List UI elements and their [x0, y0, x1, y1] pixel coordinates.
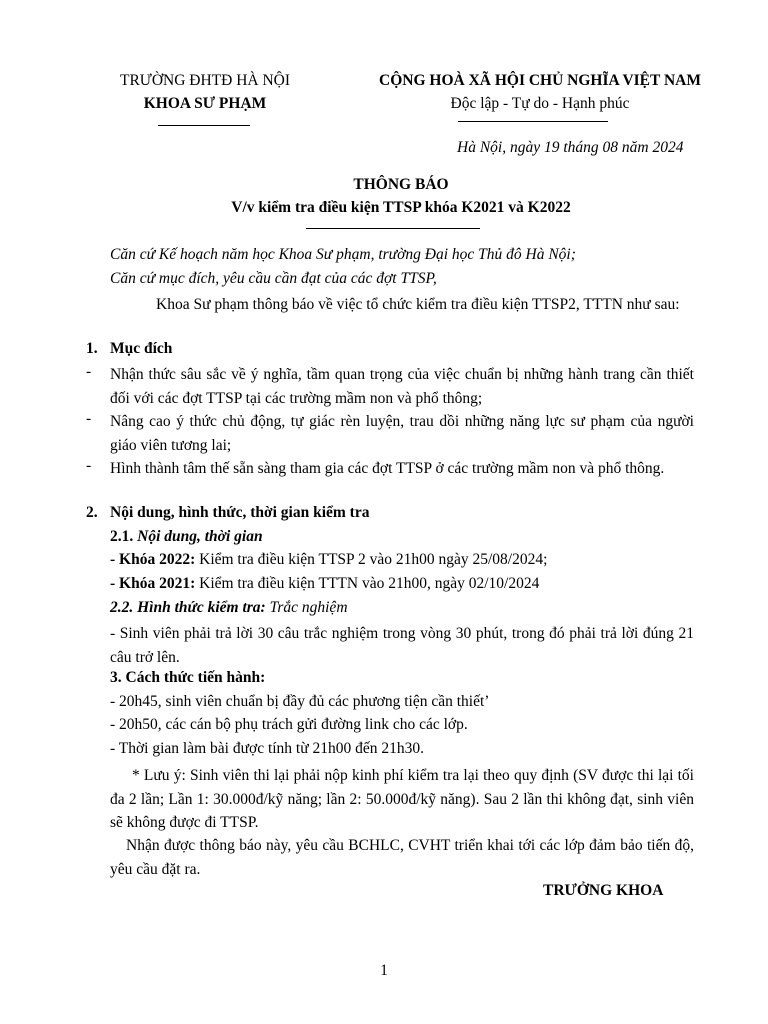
- retake-note: * Lưu ý: Sinh viên thi lại phải nộp kinh phí kiểm tra lại theo quy định (SV được thi lại tối đa 2 lần; Lần 1: 30.000đ/kỹ năng; lần 2: 50.000đ/kỹ năng). Sau 2 lần thi không đạt, sinh viên sẽ không được đi TTSP.: [110, 767, 694, 831]
- subsection-2-2: [110, 599, 348, 617]
- k2022-line: [110, 551, 547, 569]
- bullet-marker: -: [86, 410, 92, 427]
- nation-motto: Độc lập - Tự do - Hạnh phúc: [450, 95, 630, 112]
- purpose-item-3: Hình thành tâm thế sẵn sàng tham gia các đợt TTSP ở các trường mầm non và phổ thông.: [110, 460, 665, 477]
- basis-line-2: Căn cứ mục đích, yêu cầu cần đạt của các đợt TTSP,: [110, 270, 437, 287]
- section1-title: Mục đích: [110, 340, 173, 357]
- notice-subject: V/v kiểm tra điều kiện TTSP khóa K2021 và K2022: [231, 199, 571, 216]
- section2-title: Nội dung, hình thức, thời gian kiểm tra: [110, 504, 370, 521]
- exam-format-detail: - Sinh viên phải trả lời 30 câu trắc nghiệm trong vòng 30 phút, trong đó phải trả lời đúng 21 câu trở lên.: [110, 625, 694, 666]
- step-2: - 20h50, các cán bộ phụ trách gửi đường link cho các lớp.: [110, 716, 468, 733]
- purpose-item-2: Nâng cao ý thức chủ động, tự giác rèn luyện, trau dồi những năng lực sư phạm của người giáo viên tương lai;: [110, 413, 694, 454]
- bullet-marker: -: [86, 457, 92, 474]
- intro-paragraph: Khoa Sư phạm thông báo về việc tổ chức kiểm tra điều kiện TTSP2, TTTN như sau:: [156, 296, 680, 313]
- section3-title: 3. Cách thức tiến hành:: [110, 669, 266, 686]
- subsection-2-2-title: 2.2. Hình thức kiểm tra:: [110, 599, 266, 616]
- k2021-line: [110, 575, 539, 593]
- school-name: TRƯỜNG ĐHTĐ HÀ NỘI: [119, 72, 291, 89]
- section2-number: 2.: [86, 504, 98, 521]
- subsection-2-1-number: 2.1.: [110, 528, 134, 545]
- basis-line-1: Căn cứ Kế hoạch năm học Khoa Sư phạm, trường Đại học Thủ đô Hà Nội;: [110, 246, 576, 263]
- step-3: - Thời gian làm bài được tính từ 21h00 đến 21h30.: [110, 740, 425, 757]
- subsection-2-1: [110, 528, 263, 546]
- nation-title: CỘNG HOÀ XÃ HỘI CHỦ NGHĨA VIỆT NAM: [379, 72, 701, 89]
- closing-paragraph: Nhận được thông báo này, yêu cầu BCHLC, CVHT triển khai tới các lớp đảm bảo tiến độ, yêu cầu đặt ra.: [110, 837, 694, 878]
- k2022-label: - Khóa 2022:: [110, 551, 196, 568]
- left-header-rule: [158, 125, 250, 126]
- k2021-text: Kiểm tra điều kiện TTTN vào 21h00, ngày 02/10/2024: [195, 575, 540, 592]
- bullet-marker: -: [86, 363, 92, 380]
- notice-heading: THÔNG BÁO: [353, 176, 449, 193]
- right-header-rule: [458, 121, 608, 122]
- subsection-2-1-title: Nội dung, thời gian: [137, 528, 263, 545]
- title-rule: [306, 228, 480, 229]
- subsection-2-2-value: Trắc nghiệm: [265, 599, 348, 616]
- page-number: 1: [380, 962, 388, 979]
- k2022-text: Kiểm tra điều kiện TTSP 2 vào 21h00 ngày 25/08/2024;: [195, 551, 548, 568]
- purpose-item-1: Nhận thức sâu sắc về ý nghĩa, tầm quan trọng của việc chuẩn bị những hành trang cần thiết đối với các đợt TTSP tại các trường mầm non và phổ thông;: [110, 366, 694, 407]
- faculty-name: KHOA SƯ PHẠM: [143, 95, 267, 112]
- step-1: - 20h45, sinh viên chuẩn bị đầy đủ các phương tiện cần thiết’: [110, 693, 490, 710]
- k2021-label: - Khóa 2021:: [110, 575, 196, 592]
- signature-title: TRƯỞNG KHOA: [543, 882, 664, 899]
- section1-number: 1.: [86, 340, 98, 357]
- issue-date: Hà Nội, ngày 19 tháng 08 năm 2024: [457, 139, 684, 156]
